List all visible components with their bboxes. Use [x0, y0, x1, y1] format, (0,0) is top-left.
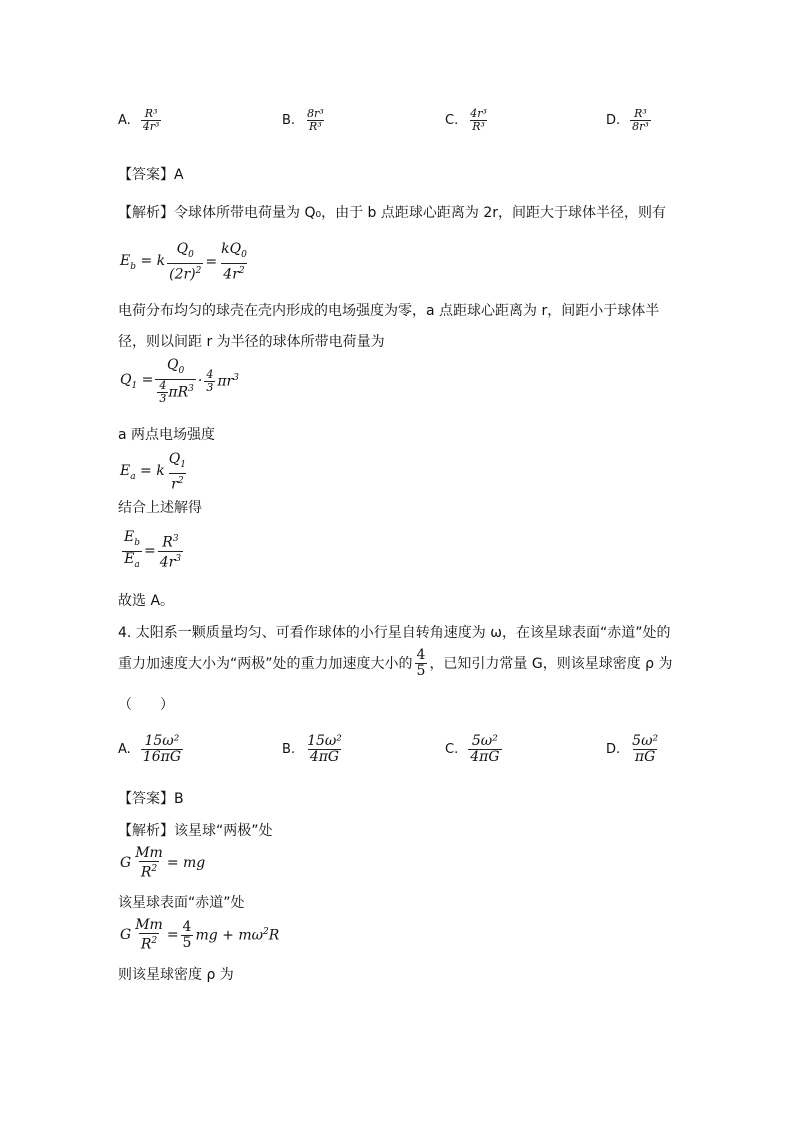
equation-poles: G $\frac{Mm}{R^2}$ = mg [120, 845, 206, 881]
q3-option-a: A. $\frac{\text{R³}}{\text{4r³}}$ [118, 107, 160, 133]
equation-eb: $E_b = k$ $\frac{Q_0}{(2r)^2}$ = $\frac{kQ_0}{4r^2}$ [120, 241, 247, 283]
q4-option-d: D. $\frac{\text{5ω²}}{\pi G}$ [606, 733, 659, 765]
q3-answer: 【答案】A [118, 167, 184, 183]
q4-option-b: B. $\frac{\text{15ω²}}{4\pi G}$ [282, 733, 342, 765]
q3-analysis-line5: 结合上述解得 [118, 500, 202, 516]
q4-analysis-line2: 该星球表面“赤道”处 [118, 895, 245, 911]
q4-analysis-line3: 则该星球密度 ρ 为 [118, 967, 234, 983]
equation-ratio: $\frac{E_b}{E_a}$ = $\frac{R^3}{4r^3}$ [120, 530, 185, 573]
q4-stem-line2: 重力加速度大小为“两极”处的重力加速度大小的 $\frac{4}{5}$ ，已知引力常量 G，则该星球密度 ρ 为 [118, 647, 673, 679]
q4-answer: 【答案】B [118, 791, 184, 807]
q4-analysis-line1: 【解析】该星球“两极”处 [118, 823, 273, 839]
q4-option-a: A. $\frac{\text{15ω²}}{16\pi G}$ [118, 733, 181, 765]
q3-option-c: C. $\frac{\text{4r³}}{\text{R³}}$ [445, 107, 487, 133]
q3-analysis-line2: 电荷分布均匀的球壳在壳内形成的电场强度为零，a 点距球心距离为 r，间距小于球体半 [118, 303, 660, 319]
q4-paren: （ ） [118, 697, 174, 713]
equation-equator: G $\frac{Mm}{R^2}$ = $\frac{4}{5}$ mg + $m\omega^2R$ [120, 917, 280, 953]
equation-ea: $E_a = k$ $\frac{Q_1}{r^2}$ [120, 451, 186, 493]
q3-option-d: D. $\frac{\text{R³}}{\text{8r³}}$ [606, 107, 649, 133]
q3-analysis-line4: a 两点电场强度 [118, 427, 216, 443]
q4-stem-line1: 4. 太阳系一颗质量均匀、可看作球体的小行星自转角速度为 ω，在该星球表面“赤道”处的 [118, 625, 671, 641]
q3-analysis-line1: 【解析】令球体所带电荷量为 Q₀，由于 b 点距球心距离为 2r，间距大于球体半径，则有 [118, 205, 666, 221]
q3-analysis-line6: 故选 A。 [118, 593, 175, 609]
q4-option-c: C. $\frac{\text{5ω²}}{4\pi G}$ [445, 733, 500, 765]
q3-option-b: B. $\frac{\text{8r³}}{\text{R³}}$ [282, 107, 324, 133]
equation-q1: $Q_1$ = $Q_0$ $\frac{4}{3}$ $\pi R^3$ · $\frac{4}{3}$ $\pi r^3$ [120, 357, 239, 405]
q3-analysis-line3: 径，则以间距 r 为半径的球体所带电荷量为 [118, 334, 385, 350]
